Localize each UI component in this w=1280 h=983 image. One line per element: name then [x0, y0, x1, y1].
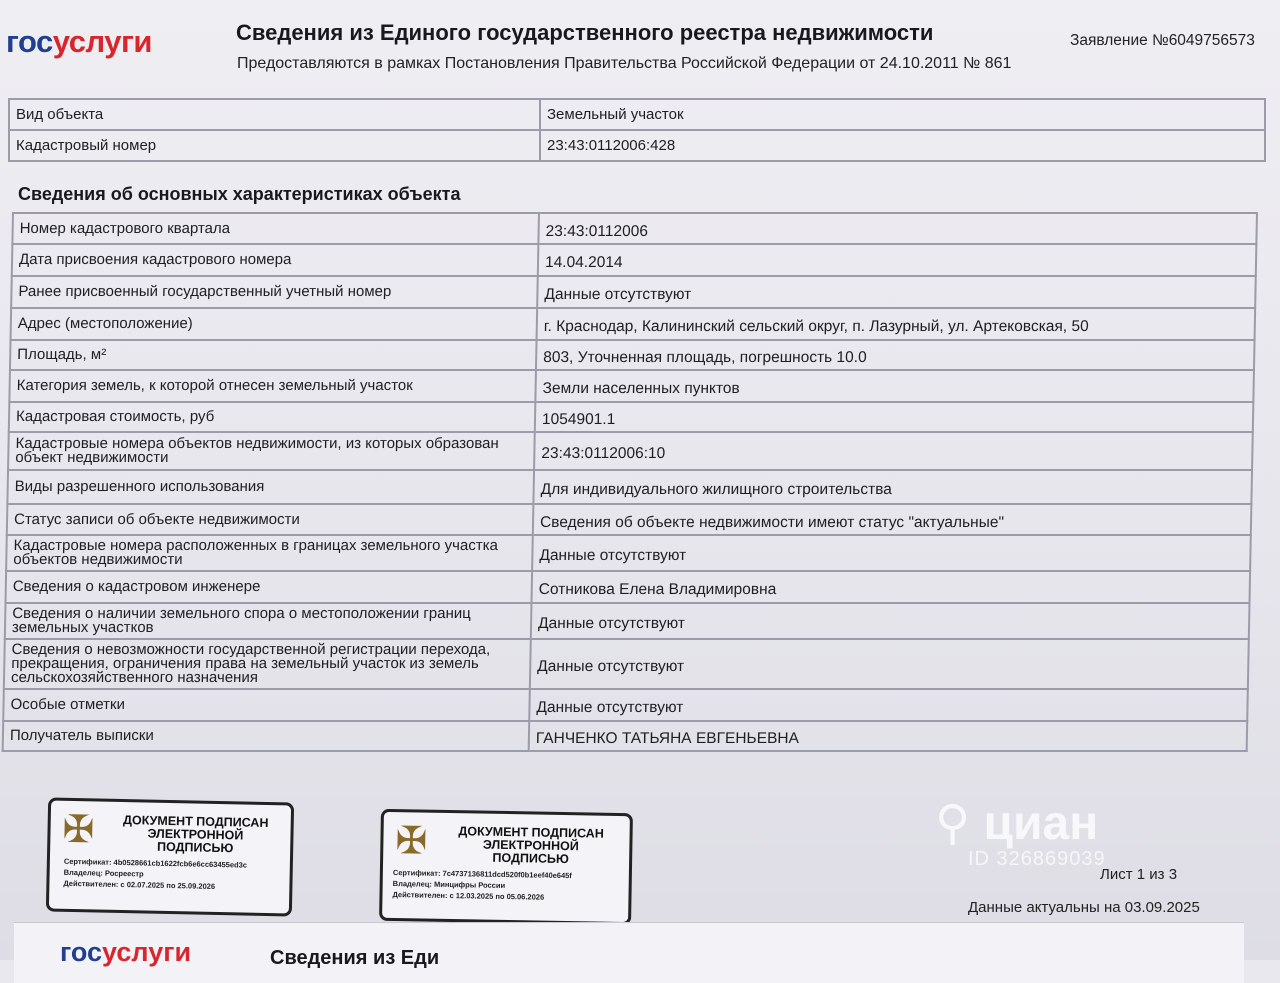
- row-value: 803, Уточненная площадь, погрешность 10.0: [536, 340, 1255, 370]
- characteristics-table: [2, 212, 1258, 752]
- application-number: Заявление №6049756573: [1070, 32, 1255, 49]
- row-value: 23:43:0112006:428: [540, 130, 1265, 161]
- table-row: [5, 571, 1250, 603]
- table-row: [10, 340, 1255, 370]
- row-label: Кадастровый номер: [9, 130, 540, 161]
- table-row: [11, 308, 1256, 340]
- eagle-emblem-icon: ✠: [395, 820, 428, 863]
- table-row: [9, 130, 1265, 161]
- stamp-certificate: Сертификат: 4b0528661cb1622fcb6e6cc63455ed3c: [63, 856, 248, 870]
- next-page-header: [14, 922, 1244, 983]
- watermark-id: ID 326869039: [968, 848, 1106, 870]
- eagle-emblem-icon: ✠: [62, 808, 95, 852]
- row-label: Дата присвоения кадастрового номера: [12, 244, 539, 276]
- table-row: [7, 504, 1252, 535]
- row-value: ГАНЧЕНКО ТАТЬЯНА ЕВГЕНЬЕВНА: [529, 721, 1248, 751]
- stamp-valid: Действителен: с 12.03.2025 по 05.06.2026: [392, 890, 545, 902]
- stamp-heading: ДОКУМЕНТ ПОДПИСАН ЭЛЕКТРОННОЙ ПОДПИСЬЮ: [122, 813, 269, 856]
- signature-stamp-mincifry: [379, 809, 633, 925]
- stamp-valid: Действителен: с 02.07.2025 по 25.09.2026: [63, 878, 216, 891]
- stamp-owner: Владелец: Росреестр: [63, 867, 144, 879]
- table-row: [12, 244, 1257, 276]
- document-subtitle: Предоставляются в рамках Постановления Правительства Российской Федерации от 24.10.2011 № 861: [237, 55, 1012, 72]
- row-label: Сведения о невозможности государственной регистрации перехода, прекращения, ограничения права на земельный участок из земель сельскохозяйственного назначения: [4, 639, 531, 689]
- table-row: [4, 639, 1249, 689]
- row-label: Сведения о наличии земельного спора о местоположении границ земельных участков: [5, 603, 532, 639]
- table-row: [7, 470, 1252, 504]
- signature-stamp-rosreestr: [46, 797, 294, 916]
- row-label: Виды разрешенного использования: [7, 470, 534, 504]
- row-value: Данные отсутствуют: [531, 603, 1250, 639]
- cian-pin-icon: ⚲: [935, 797, 971, 850]
- row-value: 1054901.1: [535, 402, 1254, 432]
- section-title: Сведения об основных характеристиках объекта: [18, 184, 461, 204]
- row-value: Земельный участок: [540, 99, 1265, 130]
- row-value: Данные отсутствуют: [537, 276, 1256, 308]
- row-label: Вид объекта: [9, 99, 540, 130]
- row-value: Земли населенных пунктов: [535, 370, 1254, 402]
- row-label: Получатель выписки: [3, 721, 530, 751]
- stamp-owner: Владелец: Минцифры России: [392, 879, 506, 890]
- table-row: [8, 432, 1253, 470]
- row-value: 23:43:0112006: [538, 213, 1257, 244]
- row-label: Особые отметки: [3, 689, 530, 721]
- row-label: Площадь, м²: [10, 340, 537, 370]
- table-row: [9, 370, 1254, 402]
- row-value: Данные отсутствуют: [532, 535, 1251, 571]
- table-row: [9, 402, 1254, 432]
- row-label: Номер кадастрового квартала: [12, 213, 539, 244]
- cian-watermark: ⚲ циан: [935, 797, 1099, 850]
- row-value: г. Краснодар, Калининский сельский округ, п. Лазурный, ул. Артековская, 50: [537, 308, 1256, 340]
- row-label: Сведения о кадастровом инженере: [5, 571, 532, 603]
- row-label: Ранее присвоенный государственный учетный номер: [11, 276, 538, 308]
- stamp-certificate: Сертификат: 7c4737136811dcd520f0b1eef40e645f: [392, 868, 572, 881]
- document-title: Сведения из Единого государственного реестра недвижимости: [236, 20, 934, 45]
- table-row: [5, 603, 1250, 639]
- stamp-heading: ДОКУМЕНТ ПОДПИСАН ЭЛЕКТРОННОЙ ПОДПИСЬЮ: [458, 824, 604, 867]
- table-row: [3, 721, 1248, 751]
- row-label: Категория земель, к которой отнесен земельный участок: [9, 370, 536, 402]
- data-actual-date: Данные актуальны на 03.09.2025: [968, 899, 1200, 916]
- sheet-number: Лист 1 из 3: [1100, 866, 1178, 883]
- object-identity-table: [8, 98, 1266, 162]
- table-row: [6, 535, 1251, 571]
- row-label: Кадастровые номера расположенных в границах земельного участка объектов недвижимости: [6, 535, 533, 571]
- table-row: [3, 689, 1248, 721]
- row-label: Адрес (местоположение): [11, 308, 538, 340]
- row-value: 14.04.2014: [538, 244, 1257, 276]
- row-label: Кадастровая стоимость, руб: [9, 402, 536, 432]
- row-value: Сведения об объекте недвижимости имеют статус "актуальные": [533, 504, 1252, 535]
- table-row: [12, 213, 1257, 244]
- row-label: Статус записи об объекте недвижимости: [7, 504, 534, 535]
- table-row: [9, 99, 1265, 130]
- gosuslugi-logo: госуслуги: [6, 24, 152, 59]
- row-value: Данные отсутствуют: [530, 639, 1249, 689]
- row-label: Кадастровые номера объектов недвижимости, из которых образован объект недвижимости: [8, 432, 535, 470]
- row-value: Сотникова Елена Владимировна: [531, 571, 1250, 603]
- table-row: [11, 276, 1256, 308]
- row-value: 23:43:0112006:10: [534, 432, 1253, 470]
- row-value: Данные отсутствуют: [529, 689, 1248, 721]
- gosuslugi-logo: госуслуги: [60, 937, 192, 967]
- row-value: Для индивидуального жилищного строительства: [533, 470, 1252, 504]
- next-page-title: Сведения из Еди: [270, 947, 440, 969]
